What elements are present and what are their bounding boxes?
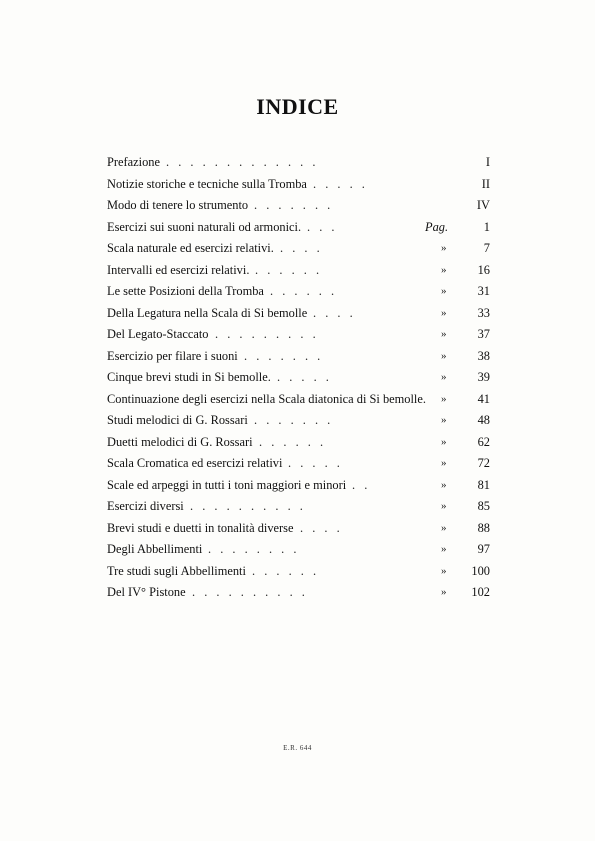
toc-entry-title: Del IV° Pistone (107, 585, 186, 599)
toc-entry (107, 432, 490, 454)
ditto-mark: » (441, 414, 447, 426)
ditto-mark: » (441, 478, 447, 491)
toc-entry-title: Modo di tenere lo strumento (107, 198, 249, 212)
toc-entry (107, 152, 490, 174)
ditto-mark: » (441, 521, 447, 534)
toc-page-number: 39 (477, 370, 490, 384)
toc-entry-title: Continuazione degli esercizi nella Scala diatonica di Si bemolle. (107, 391, 426, 406)
toc-page-number: 7 (483, 241, 490, 255)
plate-number: E.R. 644 (283, 744, 312, 752)
page-title: INDICE (256, 94, 339, 119)
toc-entry (107, 174, 490, 196)
toc-entry-title: Prefazione (107, 155, 160, 169)
toc-entry (107, 410, 490, 432)
toc-page-number: I (485, 155, 490, 169)
toc-entry-title: Le sette Posizioni della Tromba (107, 284, 264, 298)
toc-page-number: 1 (483, 219, 490, 234)
toc-page-number: 72 (477, 456, 490, 470)
toc-entry-title: Notizie storiche e tecniche sulla Tromba (107, 176, 307, 191)
toc-dot-leader: . . (352, 477, 368, 492)
toc-page-number: 33 (477, 305, 490, 320)
toc-entry (107, 518, 490, 540)
ditto-mark: » (441, 285, 447, 297)
toc-entry (107, 281, 490, 303)
toc-dot-leader: . . . . (280, 241, 320, 255)
toc-dot-leader: . . . . . (277, 370, 329, 384)
toc-entry (107, 367, 490, 389)
toc-entry-title: Della Legatura nella Scala di Si bemolle (107, 305, 308, 320)
toc-entry (107, 195, 490, 217)
toc-entry (107, 260, 490, 282)
toc-entry (107, 217, 490, 239)
ditto-mark: » (441, 263, 447, 276)
toc-page-number: 62 (477, 434, 490, 449)
toc-entry-title: Esercizio per filare i suoni (107, 348, 238, 363)
toc-dot-leader: . . . . . . (259, 434, 324, 449)
toc-dot-leader: . . . . (313, 305, 353, 320)
toc-dot-leader: . . . . . . . (244, 348, 321, 363)
toc-entry (107, 496, 490, 518)
toc-dot-leader: . . . . . . (255, 262, 320, 277)
ditto-mark: » (441, 457, 447, 469)
ditto-mark: » (441, 564, 447, 577)
toc-entry-title: Del Legato-Staccato (107, 327, 209, 341)
toc-dot-leader: . . . (307, 219, 335, 234)
toc-dot-leader: . . . . . . . . (208, 542, 297, 556)
toc-entry-title: Scale ed arpeggi in tutti i toni maggiori e minori (107, 477, 347, 492)
ditto-mark: » (441, 392, 447, 405)
toc-entry (107, 238, 490, 260)
toc-dot-leader: . . . . . . . (254, 413, 331, 427)
toc-page-number: 48 (477, 413, 490, 427)
toc-entry-title: Esercizi diversi (107, 499, 184, 513)
toc-entry-title: Tre studi sugli Abbellimenti (107, 563, 246, 578)
ditto-mark: » (441, 306, 447, 319)
toc-entry-title: Degli Abbellimenti (107, 542, 203, 556)
toc-entry (107, 561, 490, 583)
toc-entry (107, 389, 490, 411)
ditto-mark: » (441, 586, 447, 598)
toc-entry-title: Scala naturale ed esercizi relativi. (107, 241, 274, 255)
toc-entry-title: Cinque brevi studi in Si bemolle. (107, 370, 271, 384)
ditto-mark: » (441, 500, 447, 512)
toc-entry (107, 453, 490, 475)
ditto-mark: » (441, 349, 447, 362)
toc-page-number: 16 (477, 262, 490, 277)
toc-page-number: 37 (477, 327, 490, 341)
toc-entry (107, 539, 490, 561)
toc-entry (107, 346, 490, 368)
toc-dot-leader: . . . . . . . . . . (190, 499, 303, 513)
toc-entry-title: Brevi studi e duetti in tonalità diverse (107, 520, 294, 535)
toc-entry-title: Scala Cromatica ed esercizi relativi (107, 456, 283, 470)
toc-page-number: 88 (477, 520, 490, 535)
pag-label: Pag. (425, 219, 449, 234)
toc-entry-title: Studi melodici di G. Rossari (107, 413, 248, 427)
toc-dot-leader: . . . . . . . . . . (192, 585, 305, 599)
ditto-mark: » (441, 242, 447, 254)
toc-page-number: 102 (471, 585, 490, 599)
toc-dot-leader: . . . . . . . . . . . . . (166, 155, 316, 169)
toc-page-number: 85 (477, 499, 490, 513)
toc-entry-title: Esercizi sui suoni naturali od armonici. (107, 219, 302, 234)
toc-dot-leader: . . . . . (288, 456, 340, 470)
toc-page-number: 31 (477, 284, 490, 298)
table-of-contents (107, 152, 490, 604)
toc-dot-leader: . . . . (300, 520, 340, 535)
toc-dot-leader: . . . . . . . . . (215, 327, 316, 341)
toc-page-number: 81 (477, 477, 490, 492)
toc-dot-leader: . . . . . . (252, 563, 317, 578)
toc-page-number: 97 (477, 542, 490, 556)
toc-entry-title: Duetti melodici di G. Rossari (107, 434, 253, 449)
toc-page-number: 41 (477, 391, 490, 406)
ditto-mark: » (441, 435, 447, 448)
toc-entry-title: Intervalli ed esercizi relativi. (107, 262, 250, 277)
toc-page-number: IV (476, 198, 490, 212)
toc-entry (107, 582, 490, 604)
toc-entry (107, 303, 490, 325)
toc-dot-leader: . . . . . (313, 176, 365, 191)
toc-dot-leader: . . . . . . . (254, 198, 331, 212)
ditto-mark: » (441, 371, 447, 383)
toc-entry (107, 324, 490, 346)
toc-page-number: 100 (471, 563, 490, 578)
toc-entry (107, 475, 490, 497)
toc-page-number: 38 (477, 348, 490, 363)
toc-dot-leader: . . . . . . (270, 284, 335, 298)
ditto-mark: » (441, 543, 447, 555)
ditto-mark: » (441, 328, 447, 340)
toc-page-number: II (481, 176, 490, 191)
